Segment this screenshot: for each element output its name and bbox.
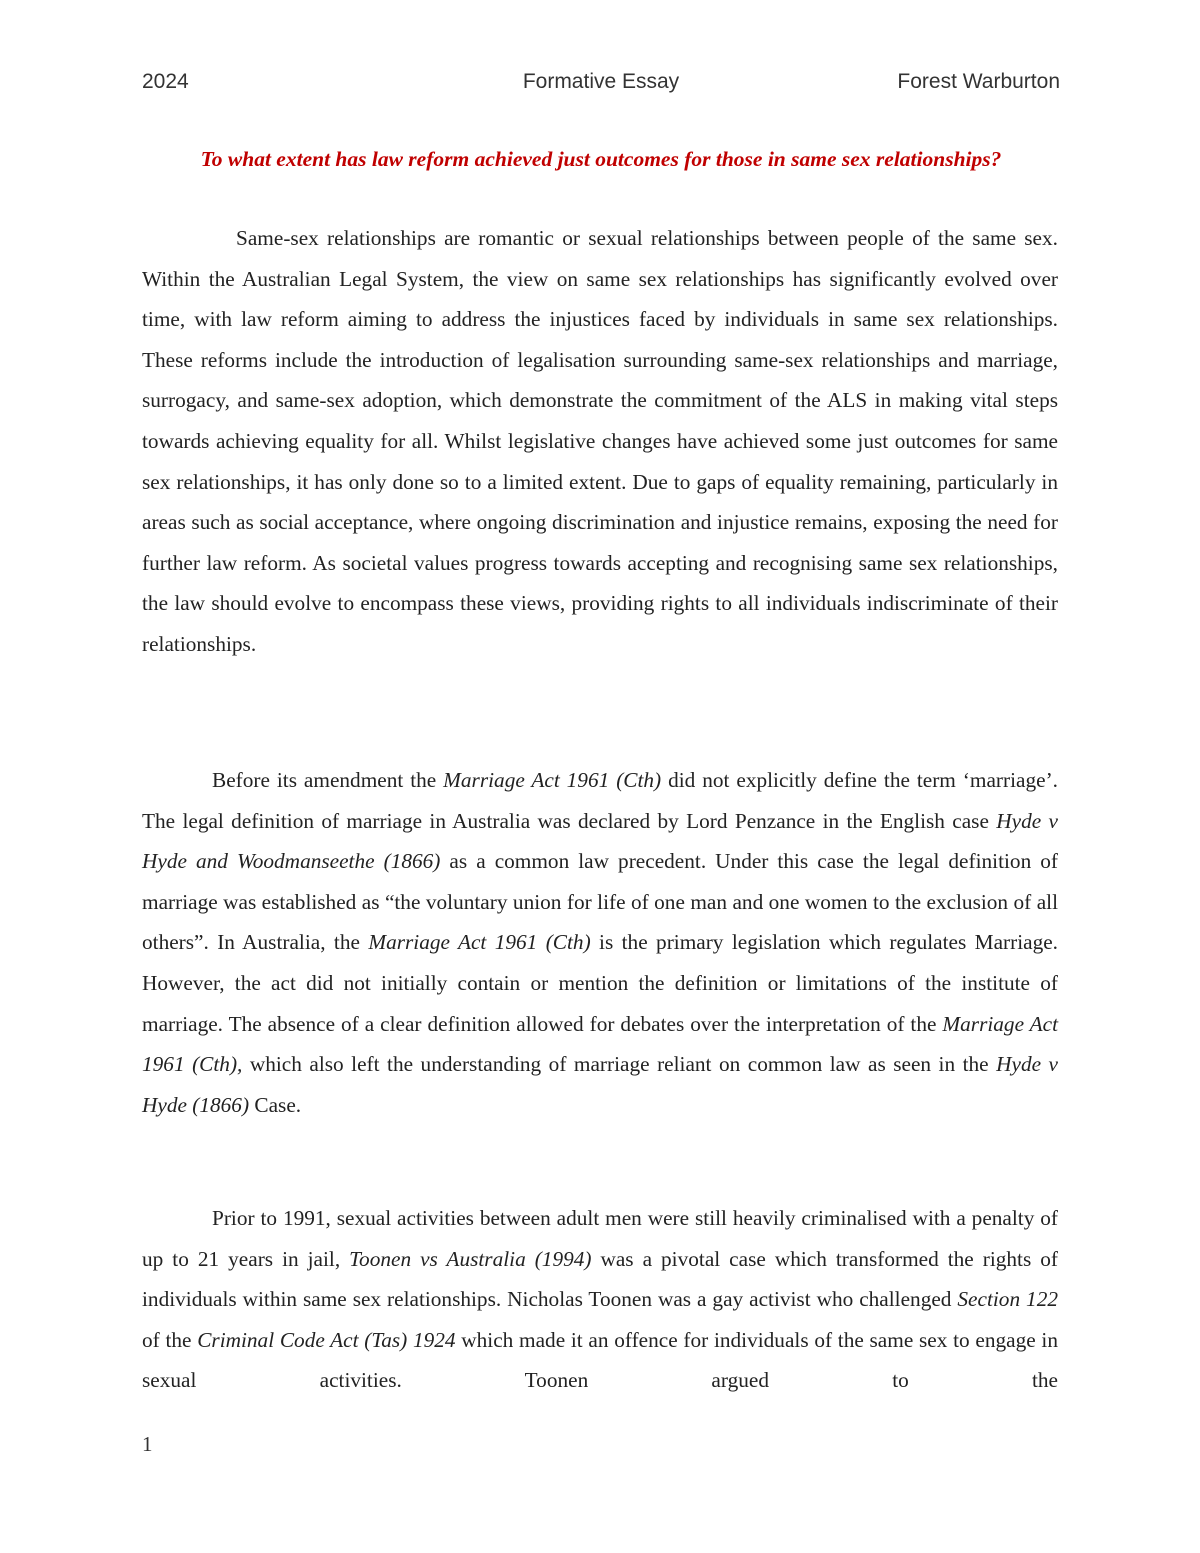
page-header	[142, 70, 1060, 104]
header-author: Forest Warburton	[897, 70, 1060, 93]
text-run: Case.	[249, 1092, 302, 1117]
section-citation: Section 122	[957, 1287, 1058, 1312]
marriage-act-paragraph	[142, 760, 1058, 1125]
text-run: did not explicitly define the term ‘marriage’. The legal definition of marriage in Australia was declared by Lord Penzance in the English case	[142, 768, 1058, 833]
text-run: was a pivotal case which transformed the rights of individuals within same sex relationships. Nicholas Toonen was a gay activist who challenged	[142, 1246, 1058, 1312]
toonen-case-paragraph	[142, 1198, 1058, 1401]
header-year: 2024	[142, 70, 189, 93]
text-run: as a common law precedent. Under this case the legal definition of marriage was established as “the voluntary union for life of one man and one women to the exclusion of all others”. In Australia, the	[142, 849, 1058, 955]
introduction-paragraph: Same-sex relationships are romantic or sexual relationships between people of the same sex. Within the Australian Legal System, the view on same sex relationships has significantly evolved over time, with law reform aiming to address the injustices faced by individuals in same sex relationships. These reforms include the introduction of legalisation surrounding same-sex relationships and marriage, surrogacy, and same-sex adoption, which demonstrate the commitment of the ALS in making vital steps towards achieving equality for all. Whilst legislative changes have achieved some just outcomes for same sex relationships, it has only done so to a limited extent. Due to gaps of equality remaining, particularly in areas such as social acceptance, where ongoing discrimination and injustice remains, exposing the need for further law reform. As societal values progress towards accepting and recognising same sex relationships, the law should evolve to encompass these views, providing rights to all individuals indiscriminate of their relationships.	[142, 226, 1058, 656]
text-run: Prior to 1991, sexual activities between adult men were still heavily criminalised with a penalty of up to 21 years in jail,	[142, 1206, 1058, 1271]
page-number: 1	[142, 1432, 153, 1456]
case-citation: Hyde v Hyde and Woodmanseethe (1866)	[142, 808, 1058, 874]
essay-question-title: To what extent has law reform achieved just outcomes for those in same sex relationships?	[200, 147, 1002, 171]
legislation-citation: Marriage Act 1961 (Cth)	[368, 930, 591, 955]
text-run: which made it an offence for individuals of the same sex to engage in sexual activities. Toonen argued to the	[142, 1327, 1058, 1393]
legislation-citation: Marriage Act 1961 (Cth)	[443, 768, 662, 792]
case-citation: Toonen vs Australia (1994)	[349, 1246, 592, 1271]
case-citation: Hyde v Hyde (1866)	[142, 1052, 1058, 1117]
text-run: of the	[142, 1327, 198, 1352]
text-run: is the primary legislation which regulates Marriage. However, the act did not initially contain or mention the definition or limitations of the institute of marriage. The absence of a clear definition allowed for debates over the interpretation of the	[142, 930, 1058, 1036]
legislation-citation: Marriage Act 1961 (Cth),	[142, 1011, 1058, 1077]
text-run: Before its amendment the	[212, 768, 444, 792]
legislation-citation: Criminal Code Act (Tas) 1924	[197, 1327, 456, 1352]
text-run: which also left the understanding of marriage reliant on common law as seen in the	[242, 1052, 997, 1077]
header-document-type: Formative Essay	[522, 70, 680, 93]
